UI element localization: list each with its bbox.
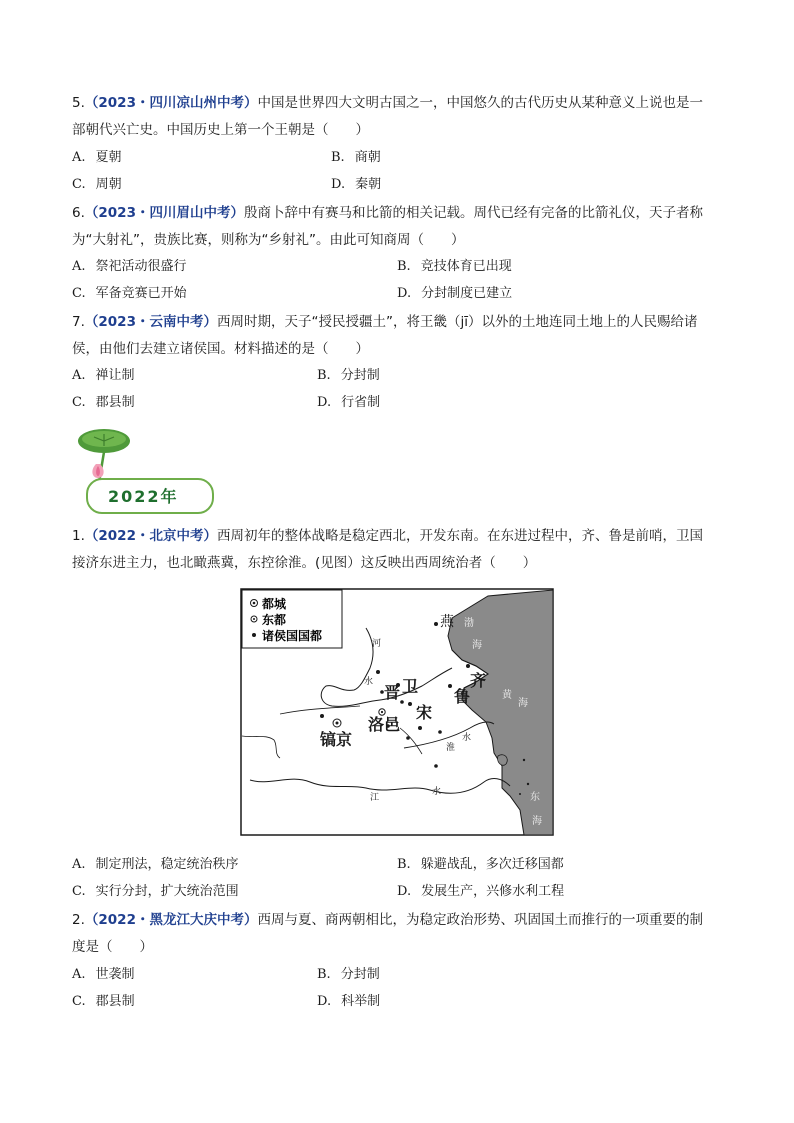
label-jiang: 江 xyxy=(370,793,380,803)
option-text: 周朝 xyxy=(95,177,122,192)
q5-source: （2023・四川凉山州中考） xyxy=(84,95,258,111)
q7-option-d[interactable] xyxy=(317,394,380,412)
option-text: 郡县制 xyxy=(95,395,135,410)
q2022-2-option-b[interactable] xyxy=(317,966,380,984)
year-title: 2022年 xyxy=(108,487,179,506)
legend-capital: 都城 xyxy=(262,597,287,611)
label-hai-1: 海 xyxy=(472,640,482,651)
option-text: 商朝 xyxy=(354,150,381,165)
option-text: 分封制度已建立 xyxy=(421,286,513,301)
q7-option-b[interactable] xyxy=(317,367,380,385)
option-letter: B. xyxy=(331,150,345,165)
q6-option-b[interactable] xyxy=(397,258,512,276)
option-letter: A. xyxy=(72,259,86,274)
q2022-2-source: （2022・黑龙江大庆中考） xyxy=(84,912,258,928)
option-text: 军备竞赛已开始 xyxy=(95,286,187,301)
option-letter: D. xyxy=(397,884,412,899)
q2022-2-line1 xyxy=(72,911,703,929)
label-wei: 卫 xyxy=(402,677,419,696)
q7-line2: 侯，由他们去建立诸侯国。材料描述的是（ ） xyxy=(72,341,369,357)
label-bohai: 渤 xyxy=(464,618,474,629)
option-letter: D. xyxy=(317,395,332,410)
label-shui-2: 水 xyxy=(462,733,472,743)
western-zhou-map xyxy=(240,588,554,836)
option-text: 科举制 xyxy=(341,994,381,1009)
label-hai-3: 海 xyxy=(532,816,542,827)
label-haojing: 镐京 xyxy=(320,730,353,749)
option-text: 分封制 xyxy=(340,368,380,383)
q5-line2: 部朝代兴亡史。中国历史上第一个王朝是（ ） xyxy=(72,122,369,138)
q6-line1 xyxy=(72,204,703,222)
q6-source: （2023・四川眉山中考） xyxy=(84,205,244,221)
option-letter: A. xyxy=(72,857,86,872)
label-qi: 齐 xyxy=(470,671,487,690)
label-huai: 淮 xyxy=(446,743,456,753)
option-letter: A. xyxy=(72,150,86,165)
q2022-1-option-d[interactable] xyxy=(397,883,564,901)
q2022-1-option-a[interactable] xyxy=(72,856,239,874)
q2022-1-number: 1. xyxy=(72,528,85,544)
label-jin: 晋 xyxy=(384,683,401,702)
q7-option-a[interactable] xyxy=(72,367,135,385)
q6-option-a[interactable] xyxy=(72,258,187,276)
q2022-2-line2: 度是（ ） xyxy=(72,939,153,955)
q5-text-1: 中国是世界四大文明古国之一，中国悠久的古代历史从某种意义上说也是一 xyxy=(257,95,703,111)
option-letter: C. xyxy=(72,286,86,301)
option-letter: A. xyxy=(72,368,86,383)
option-letter: D. xyxy=(331,177,346,192)
q2022-2-number: 2. xyxy=(72,912,85,928)
label-yan: 燕 xyxy=(440,614,454,630)
label-hai-2: 海 xyxy=(518,698,528,709)
q5-number: 5. xyxy=(72,95,85,111)
q2022-1-option-c[interactable] xyxy=(72,883,239,901)
option-letter: C. xyxy=(72,884,86,899)
label-shui-3: 水 xyxy=(432,787,442,797)
q2022-1-text-1: 西周初年的整体战略是稳定西北，开发东南。在东进过程中，齐、鲁是前哨，卫国 xyxy=(216,528,703,544)
option-letter: B. xyxy=(397,857,411,872)
option-text: 夏朝 xyxy=(95,150,122,165)
q7-number: 7. xyxy=(72,314,85,330)
q7-line1 xyxy=(72,313,697,331)
label-shui-1: 水 xyxy=(364,677,374,687)
option-text: 行省制 xyxy=(341,395,381,410)
option-text: 秦朝 xyxy=(355,177,382,192)
option-letter: A. xyxy=(72,967,86,982)
q6-option-c[interactable] xyxy=(72,285,187,303)
option-text: 禅让制 xyxy=(95,368,135,383)
option-letter: B. xyxy=(317,368,331,383)
option-letter: C. xyxy=(72,177,86,192)
option-text: 躲避战乱，多次迁移国都 xyxy=(420,857,564,872)
q7-option-c[interactable] xyxy=(72,394,135,412)
q6-line2: 为“大射礼”，贵族比赛，则称为“乡射礼”。由此可知商周（ ） xyxy=(72,232,465,248)
option-text: 祭祀活动很盛行 xyxy=(95,259,187,274)
option-text: 实行分封，扩大统治范围 xyxy=(95,884,239,899)
q5-option-b[interactable] xyxy=(331,149,381,167)
q2022-2-option-d[interactable] xyxy=(317,993,380,1011)
q5-option-c[interactable] xyxy=(72,176,122,194)
q2022-1-option-b[interactable] xyxy=(397,856,564,874)
q2022-2-option-c[interactable] xyxy=(72,993,135,1011)
legend-east-capital: 东都 xyxy=(262,613,287,627)
option-letter: C. xyxy=(72,994,86,1009)
option-text: 竞技体育已出现 xyxy=(420,259,512,274)
q5-option-a[interactable] xyxy=(72,149,122,167)
option-letter: C. xyxy=(72,395,86,410)
q5-line1 xyxy=(72,94,703,112)
option-letter: B. xyxy=(397,259,411,274)
label-lu: 鲁 xyxy=(454,687,471,706)
q2022-1-line2: 接济东进主力，也北瞰燕冀，东控徐淮。(见图）这反映出西周统治者（ ） xyxy=(72,555,537,571)
label-song: 宋 xyxy=(416,703,433,722)
q5-option-d[interactable] xyxy=(331,176,381,194)
q6-number: 6. xyxy=(72,205,85,221)
label-luoyi: 洛邑 xyxy=(368,715,401,734)
option-letter: D. xyxy=(317,994,332,1009)
option-letter: B. xyxy=(317,967,331,982)
q6-text-1: 殷商卜辞中有赛马和比箭的相关记载。周代已经有完备的比箭礼仪，天子者称 xyxy=(243,205,703,221)
q2022-1-source: （2022・北京中考） xyxy=(84,528,217,544)
option-text: 世袭制 xyxy=(95,967,135,982)
option-text: 制定刑法，稳定统治秩序 xyxy=(95,857,239,872)
q6-option-d[interactable] xyxy=(397,285,512,303)
q7-text-1: 西周时期，天子“授民授疆土”，将王畿（jī）以外的土地连同土地上的人民赐给诸 xyxy=(216,314,698,330)
label-huang: 黄 xyxy=(502,690,512,701)
legend-vassal-capital: 诸侯国国都 xyxy=(262,629,323,643)
q2022-2-text-1: 西周与夏、商两朝相比，为稳定政治形势、巩固国土而推行的一项重要的制 xyxy=(257,912,703,928)
label-he: 河 xyxy=(372,639,382,649)
q7-source: （2023・云南中考） xyxy=(84,314,217,330)
label-dong: 东 xyxy=(530,792,540,803)
option-letter: D. xyxy=(397,286,412,301)
q2022-2-option-a[interactable] xyxy=(72,966,135,984)
option-text: 分封制 xyxy=(340,967,380,982)
option-text: 郡县制 xyxy=(95,994,135,1009)
q2022-1-line1 xyxy=(72,527,703,545)
option-text: 发展生产，兴修水利工程 xyxy=(421,884,565,899)
